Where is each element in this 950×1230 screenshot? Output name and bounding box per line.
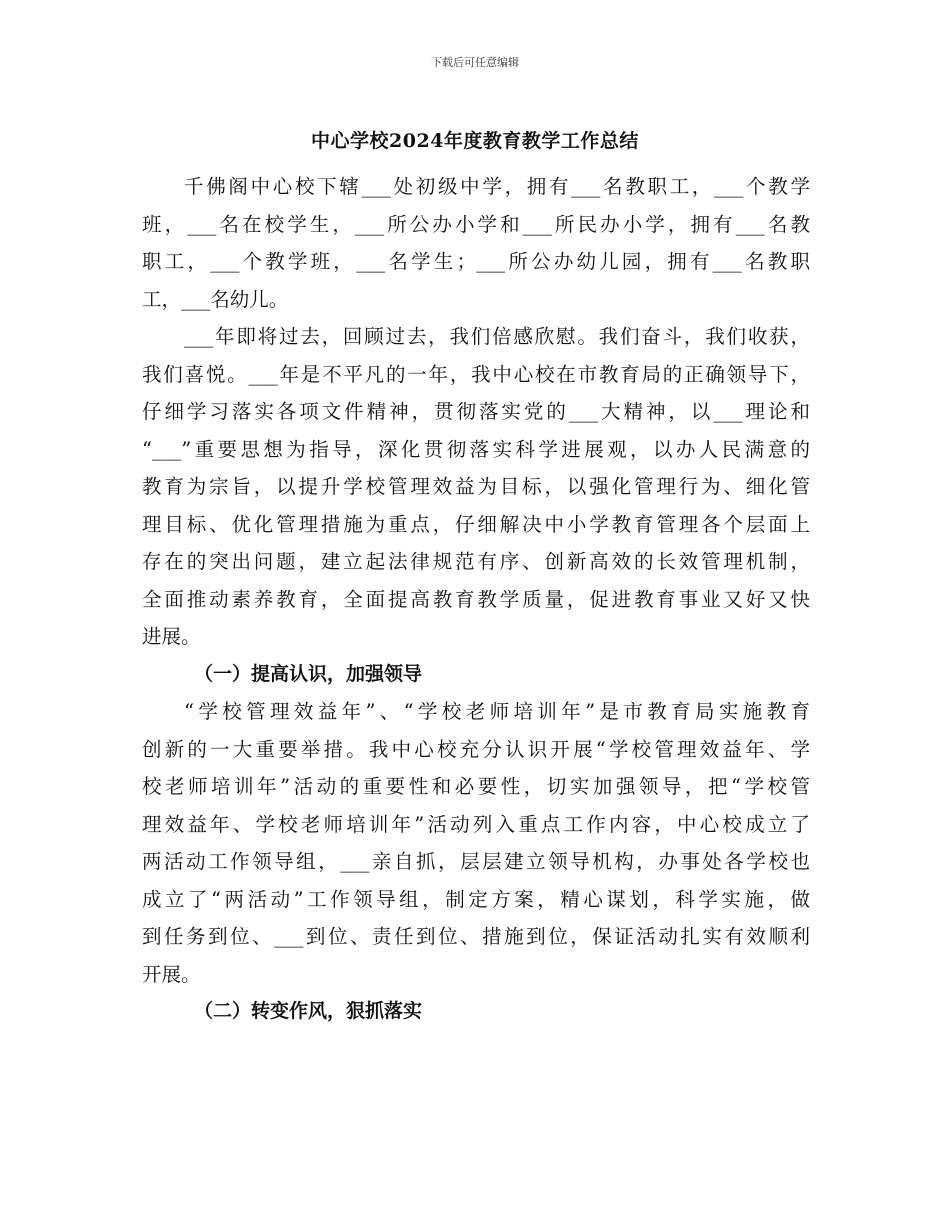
text-line: 班，___名在校学生，___所公办小学和___所民办小学，拥有___名教: [142, 212, 810, 236]
text-line: 工，___名幼儿。: [142, 287, 289, 311]
text-line: ___年即将过去，回顾过去，我们倍感欣慰。我们奋斗，我们收获，: [184, 325, 810, 348]
text-line: 校老师培训年”活动的重要性和必要性，切实加强领导，把“学校管: [142, 775, 810, 798]
paragraph-2: [142, 318, 810, 656]
text-line: 创新的一大重要举措。我中心校充分认识开展“学校管理效益年、学: [142, 737, 810, 761]
section-heading-2: （二）转变作风，狠抓落实: [194, 1000, 423, 1022]
text-line: 两活动工作领导组，___亲自抓，层层建立领导机构，办事处各学校也: [142, 850, 810, 873]
text-line: 我们喜悦。___年是不平凡的一年，我中心校在市教育局的正确领导下，: [142, 362, 810, 386]
text-line: 千佛阁中心校下辖___处初级中学，拥有___名教职工，___个教学: [184, 175, 810, 198]
document-title: 中心学校2024年度教育教学工作总结: [311, 130, 639, 152]
header-note: 下载后可任意编辑: [431, 56, 519, 69]
text-line: “学校管理效益年”、“学校老师培训年”是市教育局实施教育: [184, 700, 810, 723]
paragraph-3: [142, 693, 810, 993]
text-line: 理目标、优化管理措施为重点，仔细解决中小学教育管理各个层面上: [142, 512, 810, 536]
text-line: 职工，___个教学班，___名学生；___所公办幼儿园，拥有___名教职: [142, 250, 810, 273]
document-body: [142, 168, 810, 1031]
section-heading-1: （一）提高认识，加强领导: [194, 662, 423, 685]
text-line: “___”重要思想为指导，深化贯彻落实科学进展观，以办人民满意的: [142, 437, 810, 461]
paragraph-1: [142, 168, 810, 318]
text-line: 开展。: [142, 962, 201, 986]
text-line: 到任务到位、___到位、责任到位、措施到位，保证活动扎实有效顺利: [142, 925, 810, 948]
text-line: 理效益年、学校老师培训年”活动列入重点工作内容，中心校成立了: [142, 812, 810, 836]
text-line: 教育为宗旨，以提升学校管理效益为目标，以强化管理行为、细化管: [142, 475, 810, 498]
text-line: 全面推动素养教育，全面提高教育教学质量，促进教育事业又好又快: [142, 587, 810, 611]
text-line: 进展。: [142, 625, 201, 648]
text-line: 成立了“两活动”工作领导组，制定方案，精心谋划，科学实施，做: [142, 887, 810, 911]
text-line: 仔细学习落实各项文件精神，贯彻落实党的___大精神，以___理论和: [142, 400, 810, 423]
text-line: 存在的突出问题，建立起法律规范有序、创新高效的长效管理机制，: [142, 550, 810, 573]
